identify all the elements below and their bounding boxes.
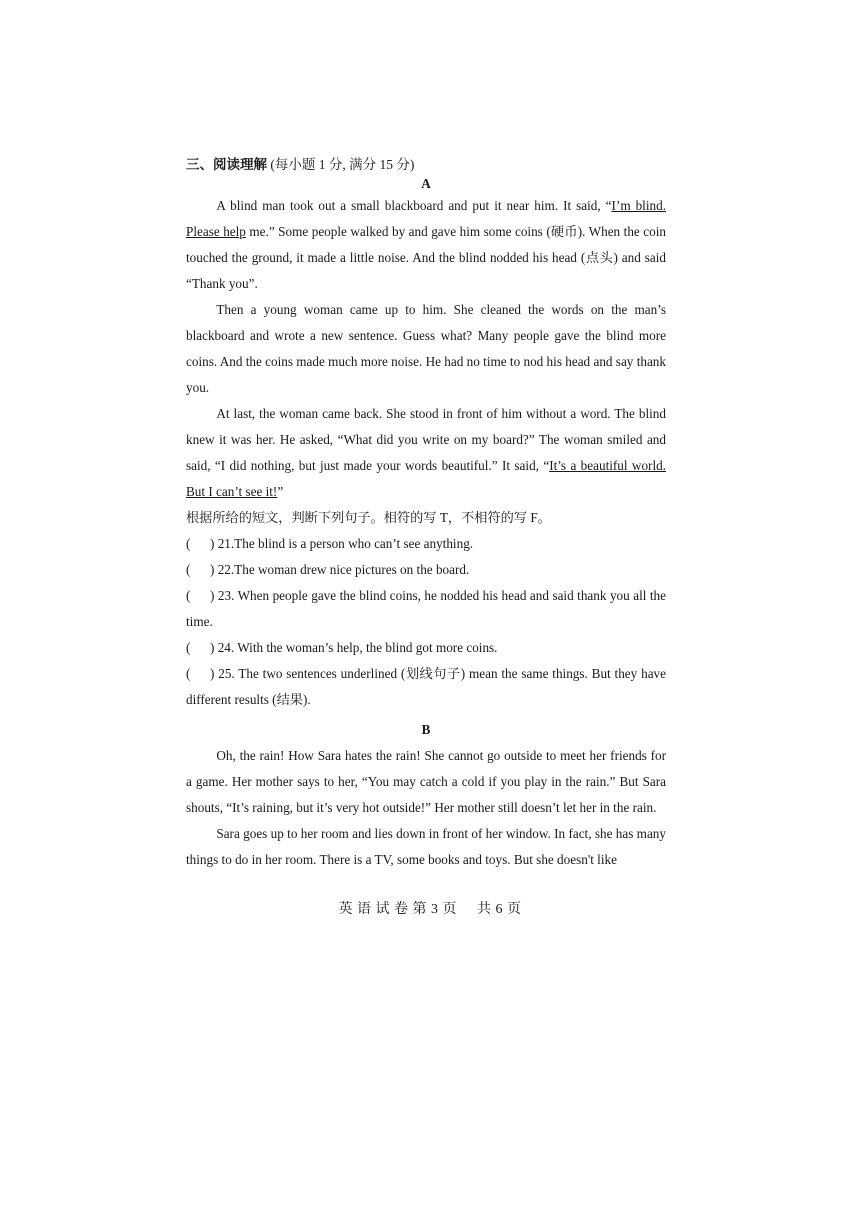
passage-a-label: A — [421, 176, 431, 191]
question-25 — [186, 661, 666, 713]
passage-a-paragraph-2: Then a young woman came up to him. She cleaned the words on the man’s blackboard and wrote a new sentence. Guess what? Many people gave the blind more coins. And the coins made much more noise. He had no time to nod his head and say thank you. — [186, 302, 666, 395]
underlined-sentence-1: I’m blind. Please help — [186, 198, 666, 239]
question-24 — [186, 635, 666, 661]
answer-blank: ( — [186, 640, 191, 655]
passage-a-paragraph-3 — [186, 401, 666, 505]
reading-section — [186, 152, 666, 873]
text-run: ” — [277, 484, 284, 499]
question-23 — [186, 583, 666, 635]
text-run: A blind man took out a small blackboard and put it near him. It said, “ — [216, 198, 612, 213]
question-text: ) 25. The two sentences underlined (划线句子) mean the same things. But they have different results (结果). — [186, 666, 666, 707]
answer-blank: ( — [186, 536, 191, 551]
answer-blank: ( — [186, 666, 191, 681]
question-text: ) 24. With the woman’s help, the blind got more coins. — [210, 640, 498, 655]
question-22 — [186, 557, 666, 583]
answer-blank: ( — [186, 562, 191, 577]
page-footer — [0, 898, 860, 918]
text-run: me.” Some people walked by and gave him some coins (硬币). When the coin touched the ground, it made a little noise. And the blind nodded his head (点头) and said “Thank you”. — [186, 224, 666, 291]
passage-b-label: B — [421, 722, 431, 737]
question-text: ) 22.The woman drew nice pictures on the board. — [210, 562, 470, 577]
question-text: ) 23. When people gave the blind coins, he nodded his head and said thank you all the time. — [186, 588, 666, 629]
page-number: 英 语 试 卷 第 3 页 — [338, 902, 457, 917]
question-text: ) 21.The blind is a person who can’t see anything. — [210, 536, 474, 551]
section-score-note: (每小题 1 分, 满分 15 分) — [270, 157, 415, 172]
text-run: At last, the woman came back. She stood in front of him without a word. The blind knew it was her. He asked, “What did you write on my board?” The woman smiled and said, “I did nothing, but just made your words beautiful.” It said, “ — [186, 406, 666, 473]
passage-b-paragraph-1: Oh, the rain! How Sara hates the rain! She cannot go outside to meet her friends for a game. Her mother says to her, “You may catch a cold if you play in the rain.” But Sara shouts, “It’s raining, but it’s very hot outside!” Her mother still doesn’t let her in the rain. — [186, 748, 666, 815]
question-21 — [186, 531, 666, 557]
total-pages: 共 6 页 — [477, 902, 522, 917]
underlined-sentence-2: It’s a beautiful world. But I can’t see it! — [186, 458, 666, 499]
passage-b-paragraph-2: Sara goes up to her room and lies down in front of her window. In fact, she has many things to do in her room. There is a TV, some books and toys. But she doesn't like — [186, 826, 666, 867]
section-title: 三、阅读理解 — [186, 157, 267, 172]
true-false-instruction: 根据所给的短文，判断下列句子。相符的写 T，不相符的写 F。 — [186, 510, 551, 525]
passage-a-paragraph-1 — [186, 193, 666, 297]
answer-blank: ( — [186, 588, 191, 603]
question-list — [186, 531, 666, 713]
